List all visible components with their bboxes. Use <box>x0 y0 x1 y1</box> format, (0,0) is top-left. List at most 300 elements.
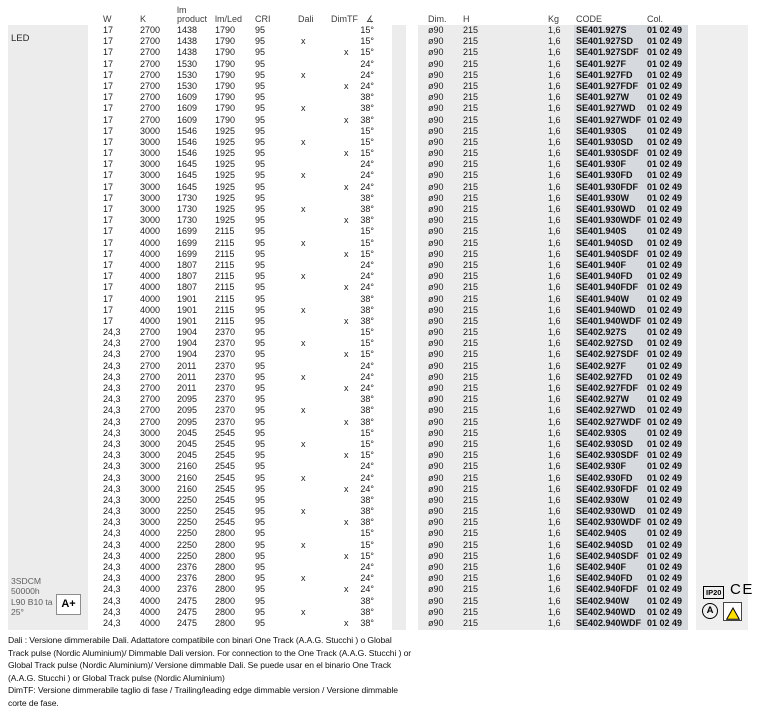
table-row <box>103 327 692 338</box>
cell-code: SE401.927W <box>576 92 630 103</box>
cell-cri: 95 <box>255 282 266 293</box>
table-row <box>103 137 692 148</box>
table-row <box>103 103 692 114</box>
cell-dim: ø90 <box>428 349 444 360</box>
cell-w: 24,3 <box>103 383 121 393</box>
cell-col: 01 02 49 <box>647 58 683 69</box>
cell-k: 3000 <box>140 438 161 449</box>
cell-lm-led: 1790 <box>215 69 236 80</box>
cell-w: 24,3 <box>103 528 121 539</box>
cell-angle: 24° <box>360 371 374 382</box>
cell-lm-led: 1790 <box>215 58 236 69</box>
cell-dim: ø90 <box>428 606 444 617</box>
table-row <box>103 92 692 103</box>
cell-col: 01 02 49 <box>647 114 683 125</box>
cell-code: SE402.940W <box>576 595 630 606</box>
yellow-triangle-icon <box>726 607 740 620</box>
led-column-panel <box>8 25 88 630</box>
cell-kg: 1,6 <box>548 595 561 606</box>
cell-lm-product: 1530 <box>177 58 198 69</box>
table-row <box>103 517 692 528</box>
cell-cri: 95 <box>255 506 266 517</box>
cell-w: 17 <box>103 226 114 237</box>
cell-lm-led: 2370 <box>215 405 236 416</box>
cell-lm-product: 2045 <box>177 427 198 438</box>
cell-col: 01 02 49 <box>647 215 683 226</box>
cell-h: 215 <box>463 148 479 159</box>
cell-col: 01 02 49 <box>647 204 683 214</box>
cell-dimtf <box>331 540 359 551</box>
cell-lm-led: 2370 <box>215 416 236 427</box>
table-row <box>103 349 692 360</box>
cell-angle: 38° <box>360 617 374 628</box>
cell-lm-led: 2800 <box>215 606 236 617</box>
cell-lm-product: 1904 <box>177 327 198 338</box>
cell-dimtf <box>331 428 359 439</box>
cell-h: 215 <box>463 58 479 69</box>
cell-lm-product: 1901 <box>177 315 198 326</box>
led-source-label: LED <box>11 33 30 44</box>
cell-h: 215 <box>463 562 479 572</box>
header-diameter: Dim. <box>428 14 447 24</box>
cell-h: 215 <box>463 36 479 47</box>
cell-dim: ø90 <box>428 304 444 315</box>
cell-dim: ø90 <box>428 371 444 382</box>
cell-kg: 1,6 <box>548 494 561 505</box>
cell-h: 215 <box>463 248 479 259</box>
cell-angle: 38° <box>360 192 374 203</box>
cell-code: SE401.927S <box>576 25 627 35</box>
cell-dim: ø90 <box>428 136 444 147</box>
cell-angle: 15° <box>360 327 374 338</box>
table-row <box>103 36 692 47</box>
cell-dali: x <box>301 237 306 248</box>
cell-dim: ø90 <box>428 170 444 181</box>
cell-cri: 95 <box>255 271 266 282</box>
cell-col: 01 02 49 <box>647 461 683 472</box>
cell-h: 215 <box>463 528 479 539</box>
cell-cri: 95 <box>255 259 266 270</box>
cell-dali <box>298 394 331 405</box>
cell-kg: 1,6 <box>548 528 561 539</box>
cell-k: 4000 <box>140 550 161 561</box>
cell-dim: ø90 <box>428 517 444 528</box>
cell-dim: ø90 <box>428 327 444 338</box>
cell-angle: 38° <box>360 204 374 214</box>
cell-col: 01 02 49 <box>647 427 683 438</box>
cell-angle: 38° <box>360 215 374 226</box>
cell-dimtf <box>331 36 359 47</box>
cell-angle: 24° <box>360 181 374 192</box>
cell-dali <box>298 249 331 260</box>
cell-dim: ø90 <box>428 506 444 517</box>
cell-kg: 1,6 <box>548 394 561 405</box>
cell-col: 01 02 49 <box>647 226 683 237</box>
cell-angle: 15° <box>360 450 374 461</box>
cell-angle: 15° <box>360 25 374 35</box>
cell-w: 17 <box>103 47 114 58</box>
cell-col: 01 02 49 <box>647 315 683 326</box>
cell-lm-product: 2250 <box>177 494 198 505</box>
cell-lm-led: 2545 <box>215 517 236 528</box>
cell-angle: 15° <box>360 125 374 136</box>
cell-lm-led: 2800 <box>215 528 236 539</box>
cell-dimtf: x <box>344 349 349 360</box>
table-row <box>103 249 692 260</box>
cell-lm-led: 2115 <box>215 271 235 282</box>
table-row <box>103 193 692 204</box>
cell-col: 01 02 49 <box>647 416 683 427</box>
cell-dimtf <box>331 159 359 170</box>
cell-lm-product: 2011 <box>177 371 197 382</box>
cell-kg: 1,6 <box>548 293 561 304</box>
cell-k: 3000 <box>140 483 161 494</box>
cell-kg: 1,6 <box>548 584 561 595</box>
cell-w: 24,3 <box>103 595 121 606</box>
cell-h: 215 <box>463 114 479 125</box>
table-body <box>103 25 692 629</box>
cell-h: 215 <box>463 237 479 248</box>
cell-col: 01 02 49 <box>647 550 683 561</box>
cell-w: 17 <box>103 192 114 203</box>
cell-dim: ø90 <box>428 58 444 69</box>
cell-col: 01 02 49 <box>647 159 683 170</box>
cell-k: 2700 <box>140 349 161 360</box>
cell-lm-led: 2800 <box>215 584 236 595</box>
cell-dali <box>298 562 331 573</box>
cell-kg: 1,6 <box>548 47 561 58</box>
cell-k: 3000 <box>140 181 161 192</box>
cell-dimtf: x <box>344 248 349 259</box>
cell-angle: 38° <box>360 606 374 617</box>
cell-dimtf <box>331 70 359 81</box>
cell-angle: 38° <box>360 595 374 606</box>
cell-cri: 95 <box>255 427 266 438</box>
cell-code: SE401.927WDF <box>576 114 642 125</box>
cell-dimtf <box>331 193 359 204</box>
cell-lm-product: 2475 <box>177 606 198 617</box>
cell-w: 24,3 <box>103 405 121 416</box>
cell-code: SE401.930WDF <box>576 215 642 226</box>
cell-dimtf: x <box>344 80 349 91</box>
cell-dim: ø90 <box>428 472 444 483</box>
cell-kg: 1,6 <box>548 58 561 69</box>
cell-kg: 1,6 <box>548 416 561 427</box>
cell-code: SE402.930SD <box>576 438 634 449</box>
cell-h: 215 <box>463 584 479 595</box>
cell-w: 24,3 <box>103 394 121 405</box>
cell-dimtf <box>331 260 359 271</box>
cell-kg: 1,6 <box>548 148 561 159</box>
cell-code: SE401.927SD <box>576 36 634 47</box>
cell-code: SE401.940F <box>576 259 627 270</box>
spec-lumen-maintenance: L90 B10 ta <box>11 596 53 607</box>
cell-dimtf: x <box>344 215 349 226</box>
table-row <box>103 25 692 36</box>
table-row <box>103 81 692 92</box>
cell-dim: ø90 <box>428 416 444 427</box>
cell-angle: 24° <box>360 360 374 371</box>
cell-code: SE401.930WD <box>576 204 636 214</box>
table-row <box>103 70 692 81</box>
cell-cri: 95 <box>255 170 266 181</box>
cell-col: 01 02 49 <box>647 573 683 584</box>
cell-cri: 95 <box>255 181 266 192</box>
cell-lm-led: 1790 <box>215 103 236 114</box>
cell-dimtf <box>331 103 359 114</box>
cell-dim: ø90 <box>428 405 444 416</box>
cell-col: 01 02 49 <box>647 248 683 259</box>
cell-dim: ø90 <box>428 248 444 259</box>
cell-angle: 15° <box>360 349 374 360</box>
cell-k: 4000 <box>140 293 161 304</box>
cell-k: 4000 <box>140 606 161 617</box>
cell-w: 17 <box>103 148 114 159</box>
cell-lm-product: 1609 <box>177 114 198 125</box>
cell-cri: 95 <box>255 215 266 226</box>
cell-dimtf: x <box>344 315 349 326</box>
table-row <box>103 461 692 472</box>
cell-lm-led: 1925 <box>215 215 236 226</box>
cell-dim: ø90 <box>428 47 444 58</box>
cell-lm-led: 1925 <box>215 170 236 181</box>
cell-kg: 1,6 <box>548 472 561 483</box>
cell-lm-led: 2800 <box>215 617 236 628</box>
cell-cri: 95 <box>255 573 266 584</box>
cell-dim: ø90 <box>428 383 444 393</box>
cell-code: SE402.930WDF <box>576 517 642 528</box>
cell-dali <box>298 226 331 237</box>
cell-dali: x <box>301 136 306 147</box>
cell-col: 01 02 49 <box>647 170 683 181</box>
cell-dali <box>298 361 331 372</box>
table-row <box>103 148 692 159</box>
cell-code: SE402.927WD <box>576 405 636 416</box>
cell-lm-product: 2160 <box>177 483 198 494</box>
cell-kg: 1,6 <box>548 617 561 628</box>
cell-w: 24,3 <box>103 550 121 561</box>
cell-dimtf: x <box>344 550 349 561</box>
cell-lm-product: 1609 <box>177 92 198 103</box>
cell-col: 01 02 49 <box>647 371 683 382</box>
cell-dali <box>298 495 331 506</box>
cell-lm-product: 1438 <box>177 47 198 58</box>
cell-cri: 95 <box>255 371 266 382</box>
cell-dimtf <box>331 405 359 416</box>
cell-col: 01 02 49 <box>647 181 683 192</box>
cell-code: SE401.930F <box>576 159 627 170</box>
cell-code: SE402.940WD <box>576 606 636 617</box>
cell-w: 24,3 <box>103 573 121 584</box>
cell-col: 01 02 49 <box>647 494 683 505</box>
cell-lm-led: 1790 <box>215 36 236 47</box>
cell-col: 01 02 49 <box>647 383 683 393</box>
cell-dimtf: x <box>344 517 349 528</box>
cell-col: 01 02 49 <box>647 237 683 248</box>
cell-k: 3000 <box>140 215 161 226</box>
cell-col: 01 02 49 <box>647 394 683 405</box>
cell-h: 215 <box>463 517 479 528</box>
cell-h: 215 <box>463 315 479 326</box>
cell-dimtf <box>331 25 359 36</box>
cell-kg: 1,6 <box>548 427 561 438</box>
cell-dali <box>298 517 331 528</box>
cell-cri: 95 <box>255 114 266 125</box>
cell-cri: 95 <box>255 472 266 483</box>
cell-code: SE402.930FD <box>576 472 633 483</box>
cell-h: 215 <box>463 293 479 304</box>
cell-dim: ø90 <box>428 159 444 170</box>
cell-col: 01 02 49 <box>647 595 683 606</box>
header-lm-line1: lm <box>177 5 187 15</box>
cell-k: 3000 <box>140 506 161 517</box>
cell-cri: 95 <box>255 136 266 147</box>
cell-cri: 95 <box>255 562 266 572</box>
cell-w: 17 <box>103 271 114 282</box>
cell-kg: 1,6 <box>548 215 561 226</box>
cell-dali <box>298 115 331 126</box>
cell-lm-product: 1699 <box>177 237 198 248</box>
cell-cri: 95 <box>255 47 266 58</box>
cell-code: SE402.940S <box>576 528 627 539</box>
cell-angle: 24° <box>360 259 374 270</box>
cell-cri: 95 <box>255 293 266 304</box>
cell-kg: 1,6 <box>548 92 561 103</box>
cell-lm-product: 1904 <box>177 349 198 360</box>
cell-dimtf <box>331 271 359 282</box>
cell-angle: 38° <box>360 494 374 505</box>
cell-angle: 38° <box>360 394 374 405</box>
cell-h: 215 <box>463 461 479 472</box>
cell-dimtf: x <box>344 282 349 293</box>
cell-cri: 95 <box>255 349 266 360</box>
cell-dimtf <box>331 238 359 249</box>
cell-w: 17 <box>103 114 114 125</box>
header-code: CODE <box>576 14 603 24</box>
cell-w: 17 <box>103 204 114 214</box>
cell-dim: ø90 <box>428 562 444 572</box>
cell-k: 2700 <box>140 360 161 371</box>
cell-angle: 38° <box>360 114 374 125</box>
cell-dali: x <box>301 606 306 617</box>
table-row <box>103 506 692 517</box>
cell-kg: 1,6 <box>548 226 561 237</box>
cell-code: SE402.927SD <box>576 338 634 349</box>
cell-lm-product: 1904 <box>177 338 198 349</box>
cell-angle: 38° <box>360 103 374 114</box>
cell-k: 2700 <box>140 383 161 393</box>
cell-h: 215 <box>463 271 479 282</box>
cell-dimtf: x <box>344 114 349 125</box>
cell-dimtf: x <box>344 617 349 628</box>
cell-w: 24,3 <box>103 371 121 382</box>
cell-w: 24,3 <box>103 427 121 438</box>
cell-col: 01 02 49 <box>647 282 683 293</box>
cell-code: SE402.940WDF <box>576 617 642 628</box>
cell-kg: 1,6 <box>548 125 561 136</box>
cell-lm-product: 1645 <box>177 170 198 181</box>
cell-dali: x <box>301 170 306 181</box>
cell-dim: ø90 <box>428 595 444 606</box>
cell-angle: 24° <box>360 562 374 572</box>
cell-dim: ø90 <box>428 550 444 561</box>
cell-dali <box>298 450 331 461</box>
cell-dim: ø90 <box>428 539 444 550</box>
cell-lm-product: 1807 <box>177 271 198 282</box>
cell-kg: 1,6 <box>548 562 561 572</box>
cell-lm-led: 2370 <box>215 338 236 349</box>
cell-h: 215 <box>463 606 479 617</box>
cell-lm-product: 2095 <box>177 405 198 416</box>
cell-dali: x <box>301 506 306 517</box>
cell-lm-led: 1790 <box>215 25 236 35</box>
right-margin-panel <box>696 25 748 630</box>
cell-h: 215 <box>463 539 479 550</box>
cell-lm-led: 2545 <box>215 427 236 438</box>
cell-code: SE402.927F <box>576 360 627 371</box>
cell-cri: 95 <box>255 338 266 349</box>
cell-code: SE402.927W <box>576 394 630 405</box>
cell-dimtf <box>331 439 359 450</box>
cell-dimtf <box>331 59 359 70</box>
cell-kg: 1,6 <box>548 349 561 360</box>
cell-k: 2700 <box>140 103 161 114</box>
cell-dali <box>298 59 331 70</box>
cell-code: SE401.927FD <box>576 69 633 80</box>
cell-dim: ø90 <box>428 125 444 136</box>
cell-angle: 24° <box>360 282 374 293</box>
cell-angle: 24° <box>360 472 374 483</box>
cell-angle: 15° <box>360 550 374 561</box>
cell-cri: 95 <box>255 528 266 539</box>
cell-angle: 38° <box>360 315 374 326</box>
cell-w: 24,3 <box>103 494 121 505</box>
cell-cri: 95 <box>255 595 266 606</box>
cell-col: 01 02 49 <box>647 327 683 338</box>
cell-lm-product: 2011 <box>177 383 197 393</box>
table-row <box>103 59 692 70</box>
cell-angle: 24° <box>360 80 374 91</box>
cell-k: 2700 <box>140 114 161 125</box>
cell-lm-led: 2370 <box>215 371 236 382</box>
cell-dim: ø90 <box>428 192 444 203</box>
cell-cri: 95 <box>255 327 266 338</box>
cell-k: 4000 <box>140 315 161 326</box>
cell-k: 2700 <box>140 327 161 338</box>
cell-h: 215 <box>463 136 479 147</box>
cell-h: 215 <box>463 103 479 114</box>
cell-w: 17 <box>103 315 114 326</box>
table-row <box>103 338 692 349</box>
cell-lm-product: 1807 <box>177 282 198 293</box>
cell-h: 215 <box>463 349 479 360</box>
cell-dim: ø90 <box>428 215 444 226</box>
cell-w: 17 <box>103 248 114 259</box>
cell-dimtf: x <box>344 383 349 393</box>
cell-code: SE402.927S <box>576 327 627 338</box>
table-row <box>103 47 692 58</box>
cell-kg: 1,6 <box>548 327 561 338</box>
cell-lm-product: 1438 <box>177 25 198 35</box>
cell-lm-led: 1790 <box>215 92 236 103</box>
cell-cri: 95 <box>255 438 266 449</box>
cell-code: SE401.940WD <box>576 304 636 315</box>
ce-mark-icon: CE <box>730 581 754 598</box>
cell-code: SE401.940SDF <box>576 248 639 259</box>
cell-col: 01 02 49 <box>647 304 683 315</box>
cell-w: 24,3 <box>103 617 121 628</box>
cell-h: 215 <box>463 472 479 483</box>
